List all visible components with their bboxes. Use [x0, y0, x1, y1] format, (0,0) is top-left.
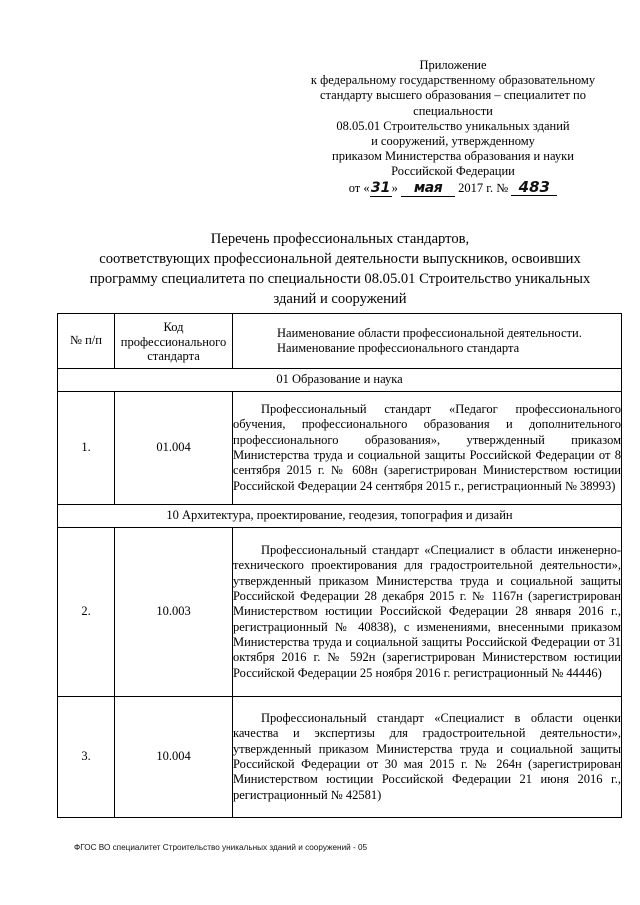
section-row [58, 369, 622, 392]
row-num: 3. [58, 697, 115, 818]
row-text: Профессиональный стандарт «Специалист в области инженерно-технического проектирования для градостроительной деятельности», утвержденный приказом Министерства труда и социальной защиты Российской Федерации 28 декабря 2015 г. № 1167н (зарегистрирован Министерством юстиции Российской Федерации 28 января 2016 г., регистрационный № 40838), с изменениями, внесенными приказом Министерства труда и социальной защиты Российской Федерации от 31 октября 2016 г. № 592н (зарегистрирован Министерством юстиции Российской Федерации 25 ноября 2016 г. регистрационный № 44446) [233, 543, 621, 680]
appendix-line: Российской Федерации [391, 164, 515, 179]
row-num: 2. [58, 528, 115, 697]
row-description [233, 392, 622, 505]
order-mid: » [391, 180, 402, 195]
appendix-line: стандарту высшего образования – специалитет по [319, 88, 586, 103]
title-line: соответствующих профессиональной деятельности выпускников, освоивших [99, 251, 581, 267]
row-text: Профессиональный стандарт «Педагог профессионального обучения, профессионального образования и дополнительного профессионального образования», утвержденный приказом Министерства труда и социальной защиты Российской Федерации от 8 сентября 2015 г. № 608н (зарегистрирован Министерством юстиции Российской Федерации 24 сентября 2015 г., регистрационный № 38993) [233, 402, 621, 493]
order-day-handwritten: 31 [370, 179, 391, 196]
table-header-row [58, 314, 622, 369]
standards-table [57, 313, 622, 818]
table-row [58, 697, 622, 818]
row-code: 10.003 [115, 528, 233, 697]
order-month-handwritten: мая [401, 181, 455, 197]
appendix-line: и сооружений, утвержденному [371, 134, 535, 149]
row-code: 01.004 [115, 392, 233, 505]
row-code: 10.004 [115, 697, 233, 818]
table-row [58, 392, 622, 505]
appendix-block [300, 58, 606, 197]
appendix-line: 08.05.01 Строительство уникальных зданий [336, 118, 570, 133]
row-text: Профессиональный стандарт «Специалист в области оценки качества и экспертизы для градостроительной деятельности», утвержденный приказом Министерства труда и социальной защиты Российской Федерации от 30 мая 2015 г. № 264н (зарегистрирован Министерством юстиции Российской Федерации 21 июня 2016 г., регистрационный № 42581) [233, 711, 621, 802]
row-num: 1. [58, 392, 115, 505]
section-title: 01 Образование и наука [58, 369, 622, 392]
row-description [233, 697, 622, 818]
header-num: № п/п [58, 314, 115, 369]
document-title [60, 229, 620, 309]
title-line: Перечень профессиональных стандартов, [210, 231, 470, 247]
order-year: 2017 г. № [455, 180, 512, 195]
appendix-line: Приложение [419, 58, 487, 72]
title-line: зданий и сооружений [273, 291, 407, 307]
order-number-handwritten: 483 [511, 180, 557, 196]
header-name [233, 314, 622, 369]
row-description [233, 528, 622, 697]
header-name-line2: Наименование профессионального стандарта [277, 341, 520, 355]
section-row [58, 505, 622, 528]
order-prefix: от « [348, 180, 370, 195]
appendix-line: специальности [413, 103, 493, 118]
page-footer: ФГОС ВО специалитет Строительство уникальных зданий и сооружений - 05 [74, 843, 368, 852]
header-code: Код профессионального стандарта [115, 314, 233, 369]
order-date-number [300, 177, 606, 197]
appendix-line: к федеральному государственному образовательному [310, 73, 596, 88]
appendix-line: приказом Министерства образования и науки [332, 149, 574, 164]
title-line: программу специалитета по специальности 08.05.01 Строительство уникальных [89, 271, 591, 287]
table-row [58, 528, 622, 697]
section-title: 10 Архитектура, проектирование, геодезия, топография и дизайн [58, 505, 622, 528]
header-name-line1: Наименование области профессиональной деятельности. [277, 326, 582, 340]
